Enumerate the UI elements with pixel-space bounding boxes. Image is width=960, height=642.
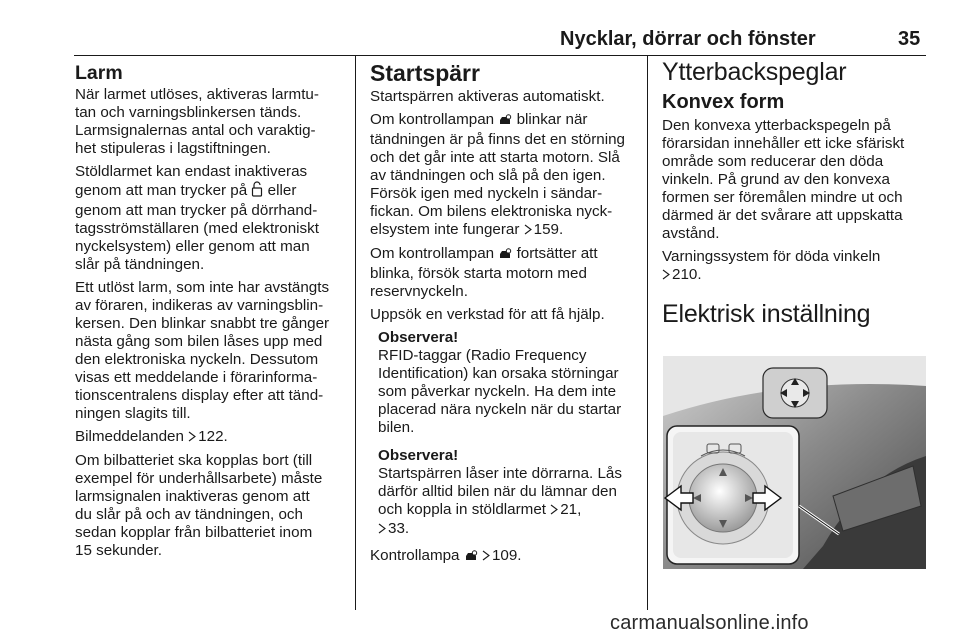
- page-reference-icon: [482, 548, 490, 566]
- page-reference-icon: [188, 429, 196, 447]
- mirror-control-drawing: [663, 356, 926, 569]
- note-text: Startspärren låser inte dörrarna. Lås därför alltid bilen när du lämnar den och koppla in stöldlarmet 21, 33.: [378, 465, 622, 537]
- page-reference-link[interactable]: 210.: [672, 266, 702, 283]
- paragraph: Varningssystem för döda vinkeln 210.: [662, 248, 881, 283]
- note-title: Observera!: [378, 329, 459, 346]
- watermark: carmanualsonline.info: [610, 612, 809, 634]
- column-alarm: [75, 64, 345, 565]
- section-heading-ytterbackspeglar: Ytterbackspeglar: [662, 58, 847, 86]
- page-reference-link[interactable]: 122.: [198, 428, 228, 445]
- section-heading-larm: Larm: [75, 62, 123, 84]
- page-reference-link[interactable]: 21,: [560, 501, 582, 518]
- page-reference-link[interactable]: 159.: [533, 221, 564, 238]
- column-divider-2: [647, 56, 648, 610]
- column-divider-1: [355, 56, 356, 610]
- page-reference-icon: [524, 222, 532, 240]
- page-reference-link[interactable]: 33.: [388, 520, 410, 537]
- paragraph: Bilmeddelanden 122.: [75, 428, 228, 445]
- note-box-rfid: [378, 329, 636, 539]
- subheading-elektrisk-installning: Elektrisk inställning: [662, 300, 871, 328]
- header-divider: [74, 55, 926, 56]
- paragraph: Uppsök en verkstad för att få hjälp.: [370, 306, 605, 323]
- paragraph: Om kontrollampan blinkar när tändningen är på finns det en störning och det går inte att starta motorn. Slå av tändningen och slå på den igen. Försök igen med nyckeln i sändar- fickan. Om bilens elektroniska nyck- elsystem inte fungerar 159.: [370, 111, 625, 238]
- page-reference-icon: [662, 267, 670, 285]
- unlock-button-icon: [251, 181, 263, 202]
- immobiliser-warning-icon: [498, 247, 512, 265]
- paragraph: Startspärren aktiveras automatiskt.: [370, 88, 605, 105]
- page-reference-icon: [550, 502, 558, 520]
- note-text: RFID-taggar (Radio Frequency Identification) kan orsaka störningar som påverkar nyckeln. Ha dem inte placerad nära nyckeln när du startar bilen.: [378, 347, 622, 436]
- paragraph: Om bilbatteriet ska kopplas bort (till exempel för underhållsarbete) måste larmsignalen inaktiveras genom att du slår på och av tändningen, och sedan kopplar från bilbatteriet inom 15 sekunder.: [75, 452, 323, 559]
- mirror-control-illustration: [663, 356, 926, 569]
- page-reference-icon: [378, 521, 386, 539]
- immobiliser-warning-icon: [464, 549, 478, 567]
- page-reference-link[interactable]: 109.: [491, 547, 522, 564]
- subheading-konvex-form: Konvex form: [662, 91, 785, 113]
- note-title: Observera!: [378, 447, 459, 464]
- immobiliser-warning-icon: [498, 113, 512, 131]
- paragraph: Stöldlarmet kan endast inaktiveras genom att man trycker på eller genom att man trycker på dörrhand- tagsströmställaren (med elektroniskt nyckelsystem) eller genom att man slår på tändningen.: [75, 163, 319, 273]
- section-heading-startsparr: Startspärr: [370, 60, 480, 86]
- column-mirrors: [662, 58, 928, 337]
- page-number: 35: [898, 28, 921, 50]
- column-immobiliser: [370, 60, 636, 572]
- paragraph: Om kontrollampan fortsätter att blinka, försök starta motorn med reservnyckeln.: [370, 245, 598, 300]
- paragraph: Kontrollampa 109.: [370, 547, 636, 567]
- paragraph: Ett utlöst larm, som inte har avstängts av föraren, indikeras av varningsblin- kersen. Den blinkar snabbt tre gånger nästa gång som bilen låses upp med den elektroniska nyckeln. Dessutom visas ett meddelande i förarinforma- tionscentralens display efter att tänd- ningen slagits till.: [75, 279, 330, 422]
- page-header-title: Nycklar, dörrar och fönster: [560, 28, 816, 50]
- paragraph: Den konvexa ytterbackspegeln på förarsidan innehåller ett icke sfäriskt område som reducerar den döda vinkeln. På grund av den konvexa formen ser föremålen mindre ut och därmed är det svårare att uppskatta avstånd.: [662, 117, 905, 242]
- paragraph: När larmet utlöses, aktiveras larmtu- tan och varningsblinkersen tänds. Larmsignalernas antal och varaktig- het stipuleras i lagstiftningen.: [75, 86, 319, 157]
